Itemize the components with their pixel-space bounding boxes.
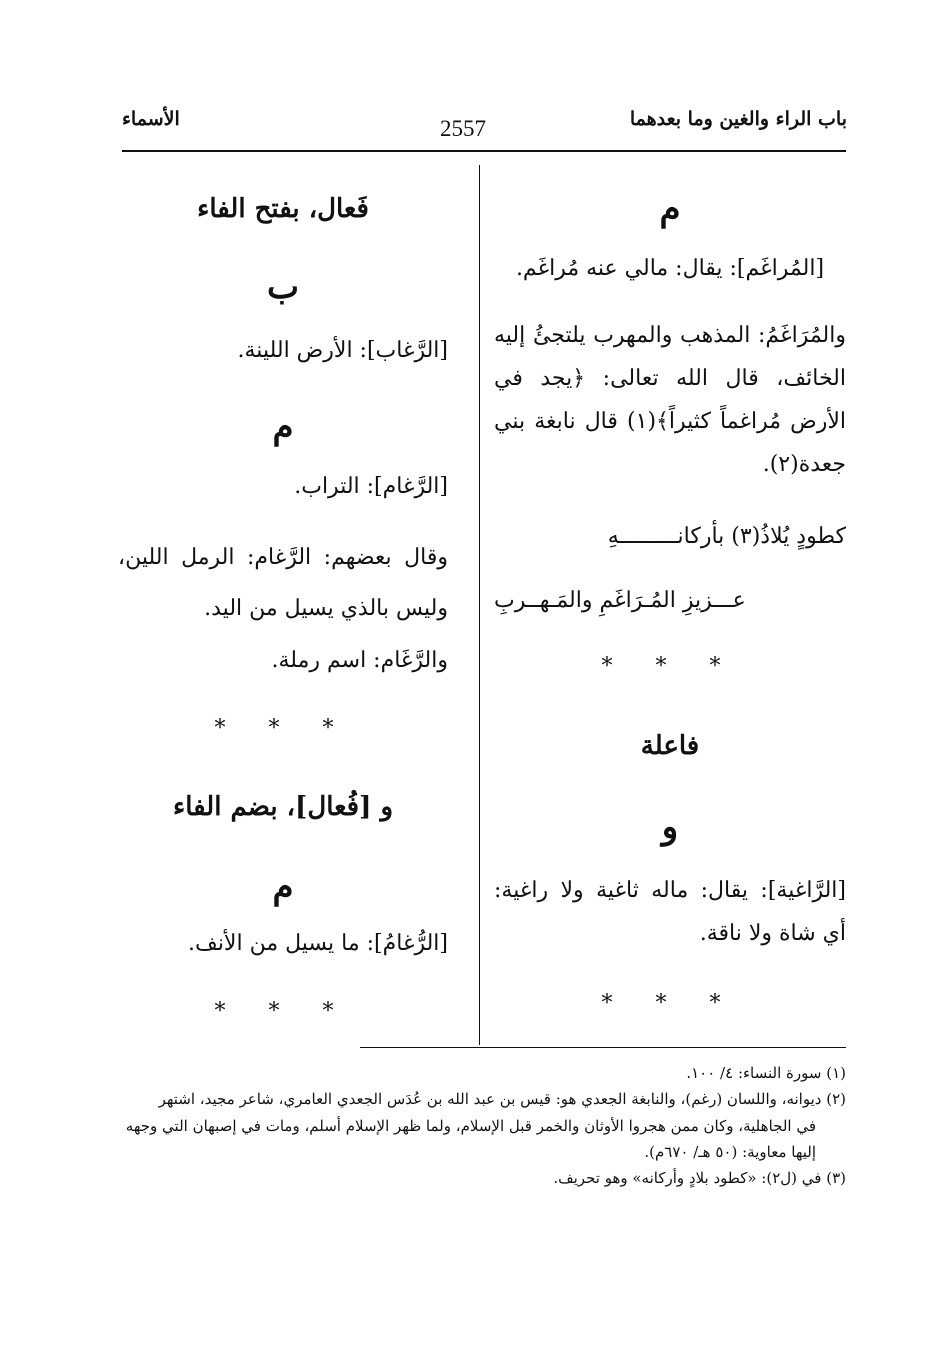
entry-muragham: [المُراغَم]: يقال: مالي عنه مُراغَم. bbox=[515, 256, 825, 281]
entry-raghab: [الرَّغاب]: الأرض اللينة. bbox=[237, 338, 448, 363]
letter-heading: م bbox=[659, 189, 681, 229]
letter-heading: ب bbox=[266, 267, 299, 307]
footnote-rule bbox=[360, 1047, 846, 1048]
footnote-1: (١) سورة النساء: ٤/ ١٠٠. bbox=[686, 1064, 846, 1082]
column-divider bbox=[479, 165, 480, 1045]
section-separator: * * * bbox=[601, 991, 739, 1016]
page-number: 2557 bbox=[440, 116, 486, 141]
header-rule bbox=[122, 150, 846, 152]
running-header-section: الأسماء bbox=[122, 108, 180, 130]
section-separator: * * * bbox=[214, 999, 352, 1024]
pattern-heading: و [فُعال]، بضم الفاء bbox=[172, 792, 394, 822]
entry-muragham-definition: والمُرَاغَمُ: المذهب والمهرب يلتجئُ إليه الخائف، قال الله تعالى: ﴿يجد في الأرض مُراغماً كثيراً﴾(١) قال نابغة بني جعدة(٢). bbox=[494, 323, 846, 477]
section-separator: * * * bbox=[601, 654, 739, 679]
entry-ragham: [الرَّغام]: التراب. bbox=[294, 474, 448, 499]
entry-raghiya: [الرَّاغية]: يقال: ماله ثاغية ولا راغية: أي شاة ولا ناقة. bbox=[494, 878, 846, 946]
entry-ragham-place: والرَّغَام: اسم رملة. bbox=[271, 648, 448, 673]
verse-first-hemistich: كطودٍ يُلاذُ(٣) بأركانـــــــــهِ bbox=[607, 524, 846, 549]
footnote-2-line-1: (٢) ديوانه، واللسان (رغم)، والنابغة الجعدي هو: قيس بن عبد الله بن عُدَس الجعدي العامري، شاعر مجيد، اشتهر bbox=[158, 1090, 846, 1109]
section-separator: * * * bbox=[214, 716, 352, 741]
pattern-heading: فاعلة bbox=[640, 731, 700, 761]
letter-heading: م bbox=[272, 407, 294, 447]
letter-heading: و bbox=[661, 807, 679, 847]
footnote-3: (٣) في (ل٢): «كطود بلادٍ وأركانه» وهو تحريف. bbox=[553, 1169, 846, 1187]
pattern-heading: فَعال، بفتح الفاء bbox=[197, 194, 369, 224]
footnote-2-line-2: في الجاهلية، وكان ممن هجروا الأوثان والخمر قبل الإسلام، ولما ظهر الإسلام أسلم، ومات في إصبهان التي وجهه bbox=[125, 1116, 816, 1135]
footnote-2-line-3: إليها معاوية: (٥٠ هـ/ ٦٧٠م). bbox=[644, 1142, 816, 1161]
verse-second-hemistich: عـــزيزِ المُـرَاغَمِ والمَـهــربِ bbox=[494, 588, 746, 613]
running-header-chapter: باب الراء والغين وما بعدهما bbox=[629, 108, 847, 130]
entry-rugham: [الرُّغامُ]: ما يسيل من الأنف. bbox=[188, 931, 448, 956]
entry-ragham-sand: وقال بعضهم: الرَّغام: الرمل اللين، وليس بالذي يسيل من اليد. bbox=[118, 545, 448, 621]
letter-heading: م bbox=[272, 867, 294, 907]
footnotes bbox=[116, 1060, 846, 1191]
